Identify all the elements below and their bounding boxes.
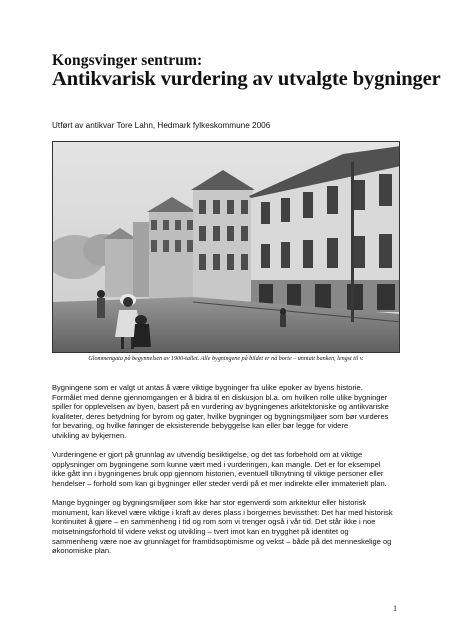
paragraph-1 bbox=[52, 383, 402, 441]
paragraph-3 bbox=[52, 498, 402, 556]
text-line: Formålet med denne gjennomgangen er å bidra til en diskusjon bl.a. om hvilken rolle ulike bygninger bbox=[52, 392, 388, 402]
street-photo-illustration bbox=[53, 142, 400, 353]
body-text bbox=[52, 383, 402, 565]
document-byline: Utført av antikvar Tore Lahn, Hedmark fylkeskommune 2006 bbox=[52, 121, 271, 130]
text-line: økonomiske plan. bbox=[52, 546, 112, 556]
text-line: hendelser – forhold som kan gi bygninger eller steder verdi på et mer indirekte eller immaterielt plan. bbox=[52, 478, 387, 488]
text-line: opplysninger om bygningene som kunne vært med i vurderingen, kan mangle. Det er for eksempel bbox=[52, 459, 381, 469]
text-line: Mange bygninger og bygningsmiljøer som ikke har stor egenverdi som arkitektur eller historisk bbox=[52, 498, 367, 508]
text-line: ikke gått inn i bygningenes bruk opp gjennom historien, eventuell tilknytning til viktige personer eller bbox=[52, 469, 384, 479]
text-line: kontinuitet å gjøre – en sammenheng i tid og rom som vi trenger også i vår tid. Det står ikke i noe bbox=[52, 517, 376, 527]
text-line: motsetningsforhold til videre vekst og utvikling – tvert imot kan en trygghet på identitet og bbox=[52, 526, 349, 536]
page-number: 1 bbox=[393, 604, 397, 613]
historic-street-photo bbox=[52, 141, 400, 353]
text-line: monument, kan likevel være viktige i kraft av deres plass i borgernes bevissthet: Det har med historisk bbox=[52, 507, 393, 517]
text-line: kvaliteter, deres betydning for byrom og gater, hvilke bygninger og bygningsmiljøer som bør vurderes bbox=[52, 411, 389, 421]
document-title: Antikvarisk vurdering av utvalgte bygninger bbox=[52, 68, 441, 90]
text-line: for bevaring, og hvilke føringer de eksisterende bebyggelse kan eller bør legge for videre bbox=[52, 421, 349, 431]
paragraph-2 bbox=[52, 450, 402, 488]
text-line: utvikling av bykjernen. bbox=[52, 430, 127, 440]
document-kicker: Kongsvinger sentrum: bbox=[52, 52, 203, 69]
photo-caption: Glommengata på begynnelsen av 1900-tallet. Alle bygningene på bildet er nå borte – unntatt banken, lengst til v. bbox=[88, 356, 364, 362]
text-line: Vurderingene er gjort på grunnlag av utvendig besiktigelse, og det tas forbehold om at viktige bbox=[52, 450, 363, 460]
text-line: Bygningene som er valgt ut antas å være viktige bygninger fra ulike epoker av byens historie. bbox=[52, 383, 363, 392]
text-line: sammenheng være noe av grunnlaget for framtidsoptimisme og vekst – både på det menneskelige og bbox=[52, 536, 392, 546]
text-line: spiller for opplevelsen av byen, basert på en vurdering av bygningenes arkitektoniske og antikvariske bbox=[52, 402, 389, 412]
